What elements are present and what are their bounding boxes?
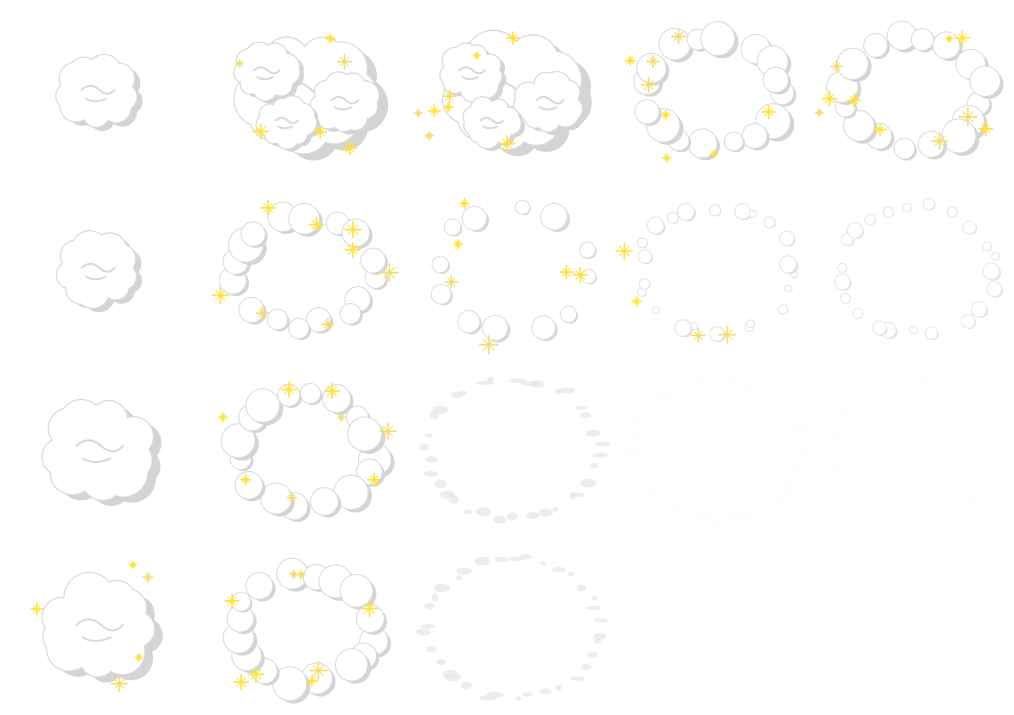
cloud-layer — [821, 377, 1011, 523]
cloud-layer — [41, 399, 161, 506]
ring-puff-15 — [347, 416, 385, 454]
ghost-ring — [821, 377, 1011, 523]
cloud-sprite — [0, 178, 200, 356]
sparkle-icon — [234, 675, 249, 690]
cloud-puff — [56, 230, 142, 312]
dot-puff-14 — [864, 214, 876, 225]
sparkle-icon — [663, 154, 671, 162]
cloud-sprite — [200, 0, 400, 178]
cloud-layer — [41, 572, 162, 683]
ring-puff-5 — [267, 309, 290, 332]
dot-puff-11 — [638, 249, 653, 264]
sprite-frame-r2-c2 — [405, 357, 605, 535]
cloud-layer — [219, 202, 388, 340]
cloud-sprite — [810, 536, 1010, 714]
cloud-sprite — [200, 178, 400, 356]
dot-puff-17 — [734, 203, 752, 220]
dot-puff-20 — [982, 241, 992, 251]
sprite-frame-r1-c0 — [0, 178, 200, 356]
sparkle-icon — [632, 297, 641, 306]
dot-puff-20 — [779, 231, 795, 247]
sprite-frame-r0-c3 — [610, 0, 810, 178]
dot-puff-16 — [709, 204, 721, 216]
sparkle-icon — [135, 654, 142, 661]
cloud-sprite — [810, 178, 1010, 356]
dot-puff-19 — [764, 216, 776, 228]
dot-puff-10 — [834, 273, 852, 290]
cloud-layer — [56, 230, 142, 312]
cloud-layer — [233, 36, 388, 160]
cloud-layer — [439, 30, 592, 157]
sprite-frame-r0-c1 — [200, 0, 400, 178]
ring-puff-10 — [863, 33, 890, 59]
sparkle-icon — [143, 572, 153, 582]
cloud-layer — [826, 20, 1004, 160]
broken-puff-5 — [431, 284, 453, 306]
ring-puff-7 — [634, 99, 661, 126]
broken-puff-4 — [457, 310, 482, 334]
dot-puff-8 — [852, 308, 863, 319]
cloud-sprite — [0, 536, 200, 714]
broken-puff-10 — [540, 203, 570, 232]
broken-puff-2 — [531, 315, 558, 341]
sprite-frame-r3-c3 — [610, 536, 810, 714]
dot-puff-3 — [961, 314, 976, 329]
sprite-frame-r0-c0 — [0, 0, 200, 178]
sprite-frame-r3-c1 — [200, 536, 400, 714]
sprite-frame-r3-c0 — [0, 536, 200, 714]
sparkle-icon — [338, 414, 345, 421]
dot-puff-9 — [840, 293, 851, 304]
sprite-frame-r0-c2 — [405, 0, 605, 178]
cloud-layer — [416, 554, 608, 701]
dot-puff-8 — [652, 306, 660, 314]
dot-puff-18 — [947, 207, 958, 218]
cloud-layer — [637, 203, 798, 342]
faint-ring — [416, 554, 608, 701]
ghost-ring — [622, 374, 811, 524]
cloud-puff — [55, 54, 143, 131]
ring-puff-6 — [234, 471, 265, 501]
sprite-frame-r1-c3 — [610, 178, 810, 356]
cloud-layer — [221, 383, 395, 522]
sparkle-icon — [946, 35, 952, 41]
sprite-frame-r2-c1 — [200, 357, 400, 535]
cloud-layer — [622, 374, 811, 524]
dot-puff-16 — [902, 203, 912, 213]
broken-puff-7 — [444, 218, 463, 236]
sparkle-icon — [453, 240, 462, 249]
dot-puff-21 — [779, 255, 798, 274]
sparkle-icon — [236, 60, 243, 67]
dot-puff-12 — [637, 237, 648, 248]
dot-puff-21 — [991, 252, 1000, 261]
cloud-puff — [41, 399, 161, 506]
cloud-sprite — [200, 357, 400, 535]
dot-puff-7 — [674, 319, 692, 337]
sprite-frame-r1-c2 — [405, 178, 605, 356]
broken-puff-6 — [431, 256, 449, 274]
dot-puff-11 — [837, 263, 847, 273]
dot-puff-2 — [971, 301, 988, 318]
sparkle-icon — [816, 109, 823, 116]
sprite-frame-r0-c4 — [810, 0, 1010, 178]
sparkle-icon — [31, 603, 42, 614]
broken-puff-1 — [560, 306, 578, 324]
cloud-sprite — [610, 357, 810, 535]
dot-puff-4 — [925, 326, 939, 340]
dot-puff-4 — [746, 319, 755, 328]
dot-puff-13 — [647, 217, 666, 235]
dot-puff-10 — [639, 278, 651, 290]
cloud-sprite — [0, 357, 200, 535]
sparkle-icon — [218, 413, 227, 422]
cloud-layer — [834, 198, 1003, 340]
sprite-frame-r1-c1 — [200, 178, 400, 356]
dot-puff-0 — [982, 262, 1001, 280]
cloud-puff — [41, 572, 162, 683]
cloud-sprite — [200, 536, 400, 714]
broken-puff-11 — [579, 242, 596, 259]
sprite-frame-r2-c3 — [610, 357, 810, 535]
cloud-layer — [431, 200, 597, 343]
cloud-sprite — [405, 178, 605, 356]
sparkle-icon — [473, 52, 480, 59]
sparkle-icon — [626, 56, 635, 65]
broken-puff-8 — [462, 206, 489, 233]
sparkle-icon — [429, 105, 440, 116]
sparkle-icon — [711, 151, 717, 157]
cloud-layer — [419, 377, 610, 524]
cloud-sprite — [610, 0, 810, 178]
dot-puff-15 — [677, 203, 696, 222]
sprite-frame-r2-c0 — [0, 357, 200, 535]
sprite-frame-r2-c4 — [810, 357, 1010, 535]
broken-puff-3 — [482, 315, 510, 343]
sprite-frame-r3-c2 — [405, 536, 605, 714]
cloud-layer — [55, 54, 143, 131]
cloud-sprite — [405, 0, 605, 178]
cloud-layer — [633, 21, 796, 160]
broken-puff-9 — [515, 200, 531, 216]
sparkle-icon — [692, 329, 705, 342]
dot-puff-19 — [962, 220, 977, 234]
cloud-sprite — [405, 357, 605, 535]
dot-puff-2 — [778, 304, 789, 314]
cloud-sprite — [405, 536, 605, 714]
ring-puff-15 — [360, 248, 388, 275]
cloud-sprite — [810, 357, 1010, 535]
sparkle-icon — [460, 199, 469, 208]
dot-puff-1 — [785, 284, 793, 292]
cloud-sprite — [610, 178, 810, 356]
cloud-sprite — [810, 0, 1010, 178]
dot-puff-1 — [986, 281, 1003, 298]
dot-puff-17 — [922, 198, 935, 211]
ring-puff-12 — [700, 21, 738, 58]
sparkle-icon — [616, 243, 632, 259]
dot-puff-15 — [883, 207, 894, 218]
dot-puff-5 — [909, 325, 918, 334]
sparkle-icon — [415, 109, 422, 116]
cloud-sprite — [610, 536, 810, 714]
sparkle-icon — [129, 561, 136, 568]
ring-puff-12 — [300, 383, 323, 405]
sparkle-icon — [425, 132, 433, 140]
cloud-sprite — [0, 0, 200, 178]
faint-ring — [419, 377, 610, 524]
sprite-frame-r1-c4 — [810, 178, 1010, 356]
sparkle-icon — [560, 266, 573, 279]
dot-puff-18 — [748, 210, 756, 218]
ring-puff-4 — [894, 138, 917, 161]
sprite-frame-r3-c4 — [810, 536, 1010, 714]
